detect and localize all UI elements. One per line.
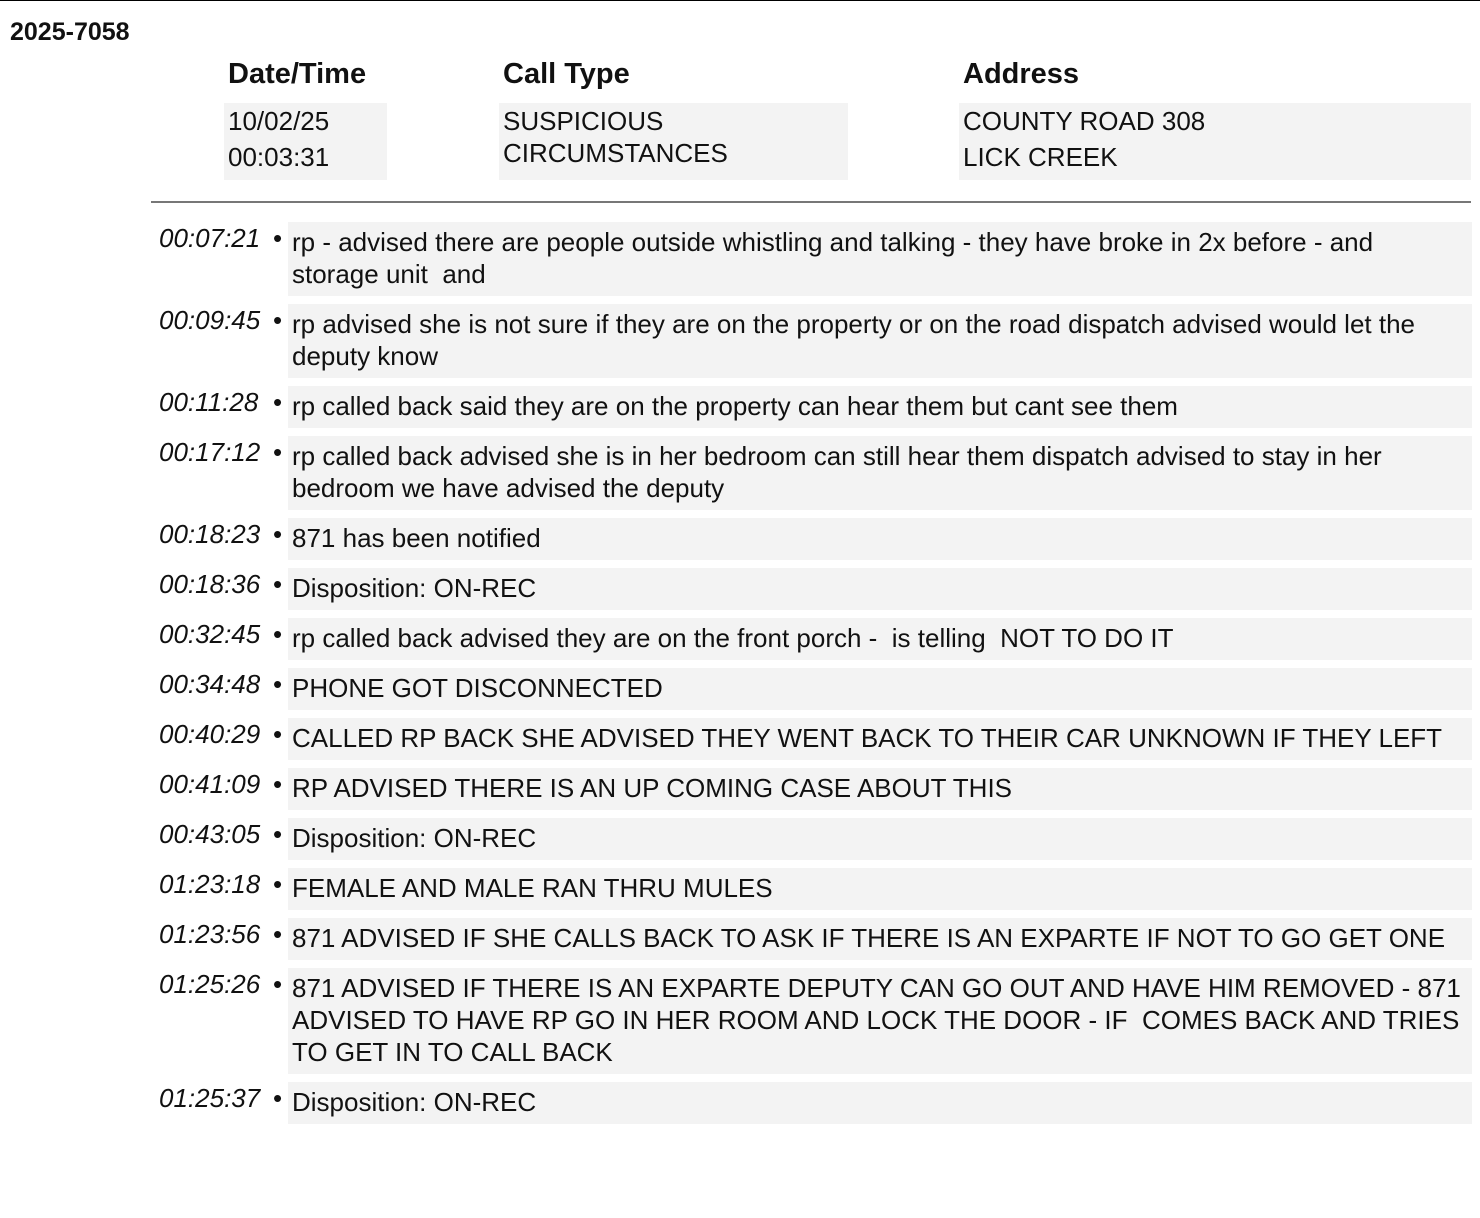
log-entry-time: 00:43:05 bbox=[159, 819, 261, 849]
log-entry-time: 00:07:21 bbox=[159, 223, 261, 253]
log-entry-time: 00:18:36 bbox=[159, 569, 261, 599]
log-entry-text: 871 has been notified bbox=[288, 518, 1472, 560]
log-entry-time: 00:17:12 bbox=[159, 437, 261, 467]
call-time: 00:03:31 bbox=[228, 142, 330, 172]
bullet-glyph: • bbox=[273, 437, 283, 467]
log-entry-text: PHONE GOT DISCONNECTED bbox=[288, 668, 1472, 710]
address-field bbox=[959, 103, 1471, 180]
section-divider bbox=[151, 201, 1471, 203]
log-entry-time: 00:11:28 bbox=[159, 387, 259, 417]
log-entry-text: rp - advised there are people outside whistling and talking - they have broke in 2x before - and storage unit and bbox=[288, 222, 1472, 296]
log-entry-time: 00:34:48 bbox=[159, 669, 261, 699]
bullet-glyph: • bbox=[273, 719, 283, 749]
bullet-glyph: • bbox=[273, 1083, 283, 1113]
log-entry-text: FEMALE AND MALE RAN THRU MULES bbox=[288, 868, 1472, 910]
log-entry-text: RP ADVISED THERE IS AN UP COMING CASE ABOUT THIS bbox=[288, 768, 1472, 810]
log-entry bbox=[150, 718, 1472, 760]
log-entry-text: rp called back advised she is in her bedroom can still hear them dispatch advised to stay in her bedroom we have advised the deputy bbox=[288, 436, 1472, 510]
log-entry bbox=[150, 668, 1472, 710]
log-entry bbox=[150, 768, 1472, 810]
log-entry bbox=[150, 918, 1472, 960]
log-entry-time: 00:41:09 bbox=[159, 769, 261, 799]
call-type-field bbox=[499, 103, 848, 180]
address-line1: COUNTY ROAD 308 bbox=[963, 106, 1206, 136]
address-header: Address bbox=[963, 58, 1080, 90]
log-entry bbox=[150, 868, 1472, 910]
log-entry-text: Disposition: ON-REC bbox=[288, 1082, 1472, 1124]
call-type-line2: CIRCUMSTANCES bbox=[503, 138, 728, 168]
log-entry-time: 01:25:37 bbox=[159, 1083, 261, 1113]
log-entry bbox=[150, 1082, 1472, 1124]
bullet-glyph: • bbox=[273, 969, 283, 999]
log-entry-time: 00:09:45 bbox=[159, 305, 261, 335]
bullet-glyph: • bbox=[273, 223, 283, 253]
log-entry bbox=[150, 568, 1472, 610]
log-entry-time: 00:18:23 bbox=[159, 519, 261, 549]
log-entry-text: 871 ADVISED IF THERE IS AN EXPARTE DEPUTY CAN GO OUT AND HAVE HIM REMOVED - 871 ADVISED TO HAVE RP GO IN HER ROOM AND LOCK THE DOOR - IF COMES BACK AND TRIES TO GET IN TO CALL BACK bbox=[288, 968, 1472, 1074]
call-date: 10/02/25 bbox=[228, 106, 330, 136]
log-entry-time: 00:32:45 bbox=[159, 619, 261, 649]
bullet-glyph: • bbox=[273, 819, 283, 849]
log-entry-time: 01:23:56 bbox=[159, 919, 261, 949]
bullet-glyph: • bbox=[273, 669, 283, 699]
address-line2: LICK CREEK bbox=[963, 142, 1118, 172]
log-entry bbox=[150, 436, 1472, 510]
bullet-glyph: • bbox=[273, 569, 283, 599]
log-entry bbox=[150, 818, 1472, 860]
log-entry bbox=[150, 304, 1472, 378]
log-entry-text: rp called back said they are on the property can hear them but cant see them bbox=[288, 386, 1472, 428]
bullet-glyph: • bbox=[273, 769, 283, 799]
log-entry-text: Disposition: ON-REC bbox=[288, 568, 1472, 610]
case-number: 2025-7058 bbox=[10, 18, 130, 46]
call-type-line1: SUSPICIOUS bbox=[503, 106, 664, 136]
bullet-glyph: • bbox=[273, 519, 283, 549]
datetime-header: Date/Time bbox=[228, 58, 367, 90]
bullet-glyph: • bbox=[273, 619, 283, 649]
log-entry-text: CALLED RP BACK SHE ADVISED THEY WENT BACK TO THEIR CAR UNKNOWN IF THEY LEFT bbox=[288, 718, 1472, 760]
bullet-glyph: • bbox=[273, 919, 283, 949]
narrative-log bbox=[150, 222, 1472, 1132]
log-entry-text: rp called back advised they are on the front porch - is telling NOT TO DO IT bbox=[288, 618, 1472, 660]
datetime-field bbox=[224, 103, 387, 180]
log-entry-time: 00:40:29 bbox=[159, 719, 261, 749]
log-entry bbox=[150, 386, 1472, 428]
log-entry-time: 01:25:26 bbox=[159, 969, 261, 999]
log-entry-text: 871 ADVISED IF SHE CALLS BACK TO ASK IF THERE IS AN EXPARTE IF NOT TO GO GET ONE bbox=[288, 918, 1472, 960]
log-entry bbox=[150, 518, 1472, 560]
call-type-header: Call Type bbox=[503, 58, 630, 90]
bullet-glyph: • bbox=[273, 869, 283, 899]
log-entry bbox=[150, 222, 1472, 296]
top-rule bbox=[0, 0, 1480, 1]
bullet-glyph: • bbox=[273, 305, 283, 335]
log-entry bbox=[150, 618, 1472, 660]
log-entry-text: rp advised she is not sure if they are on the property or on the road dispatch advised would let the deputy know bbox=[288, 304, 1472, 378]
log-entry-text: Disposition: ON-REC bbox=[288, 818, 1472, 860]
log-entry bbox=[150, 968, 1472, 1074]
log-entry-time: 01:23:18 bbox=[159, 869, 261, 899]
bullet-glyph: • bbox=[273, 387, 283, 417]
